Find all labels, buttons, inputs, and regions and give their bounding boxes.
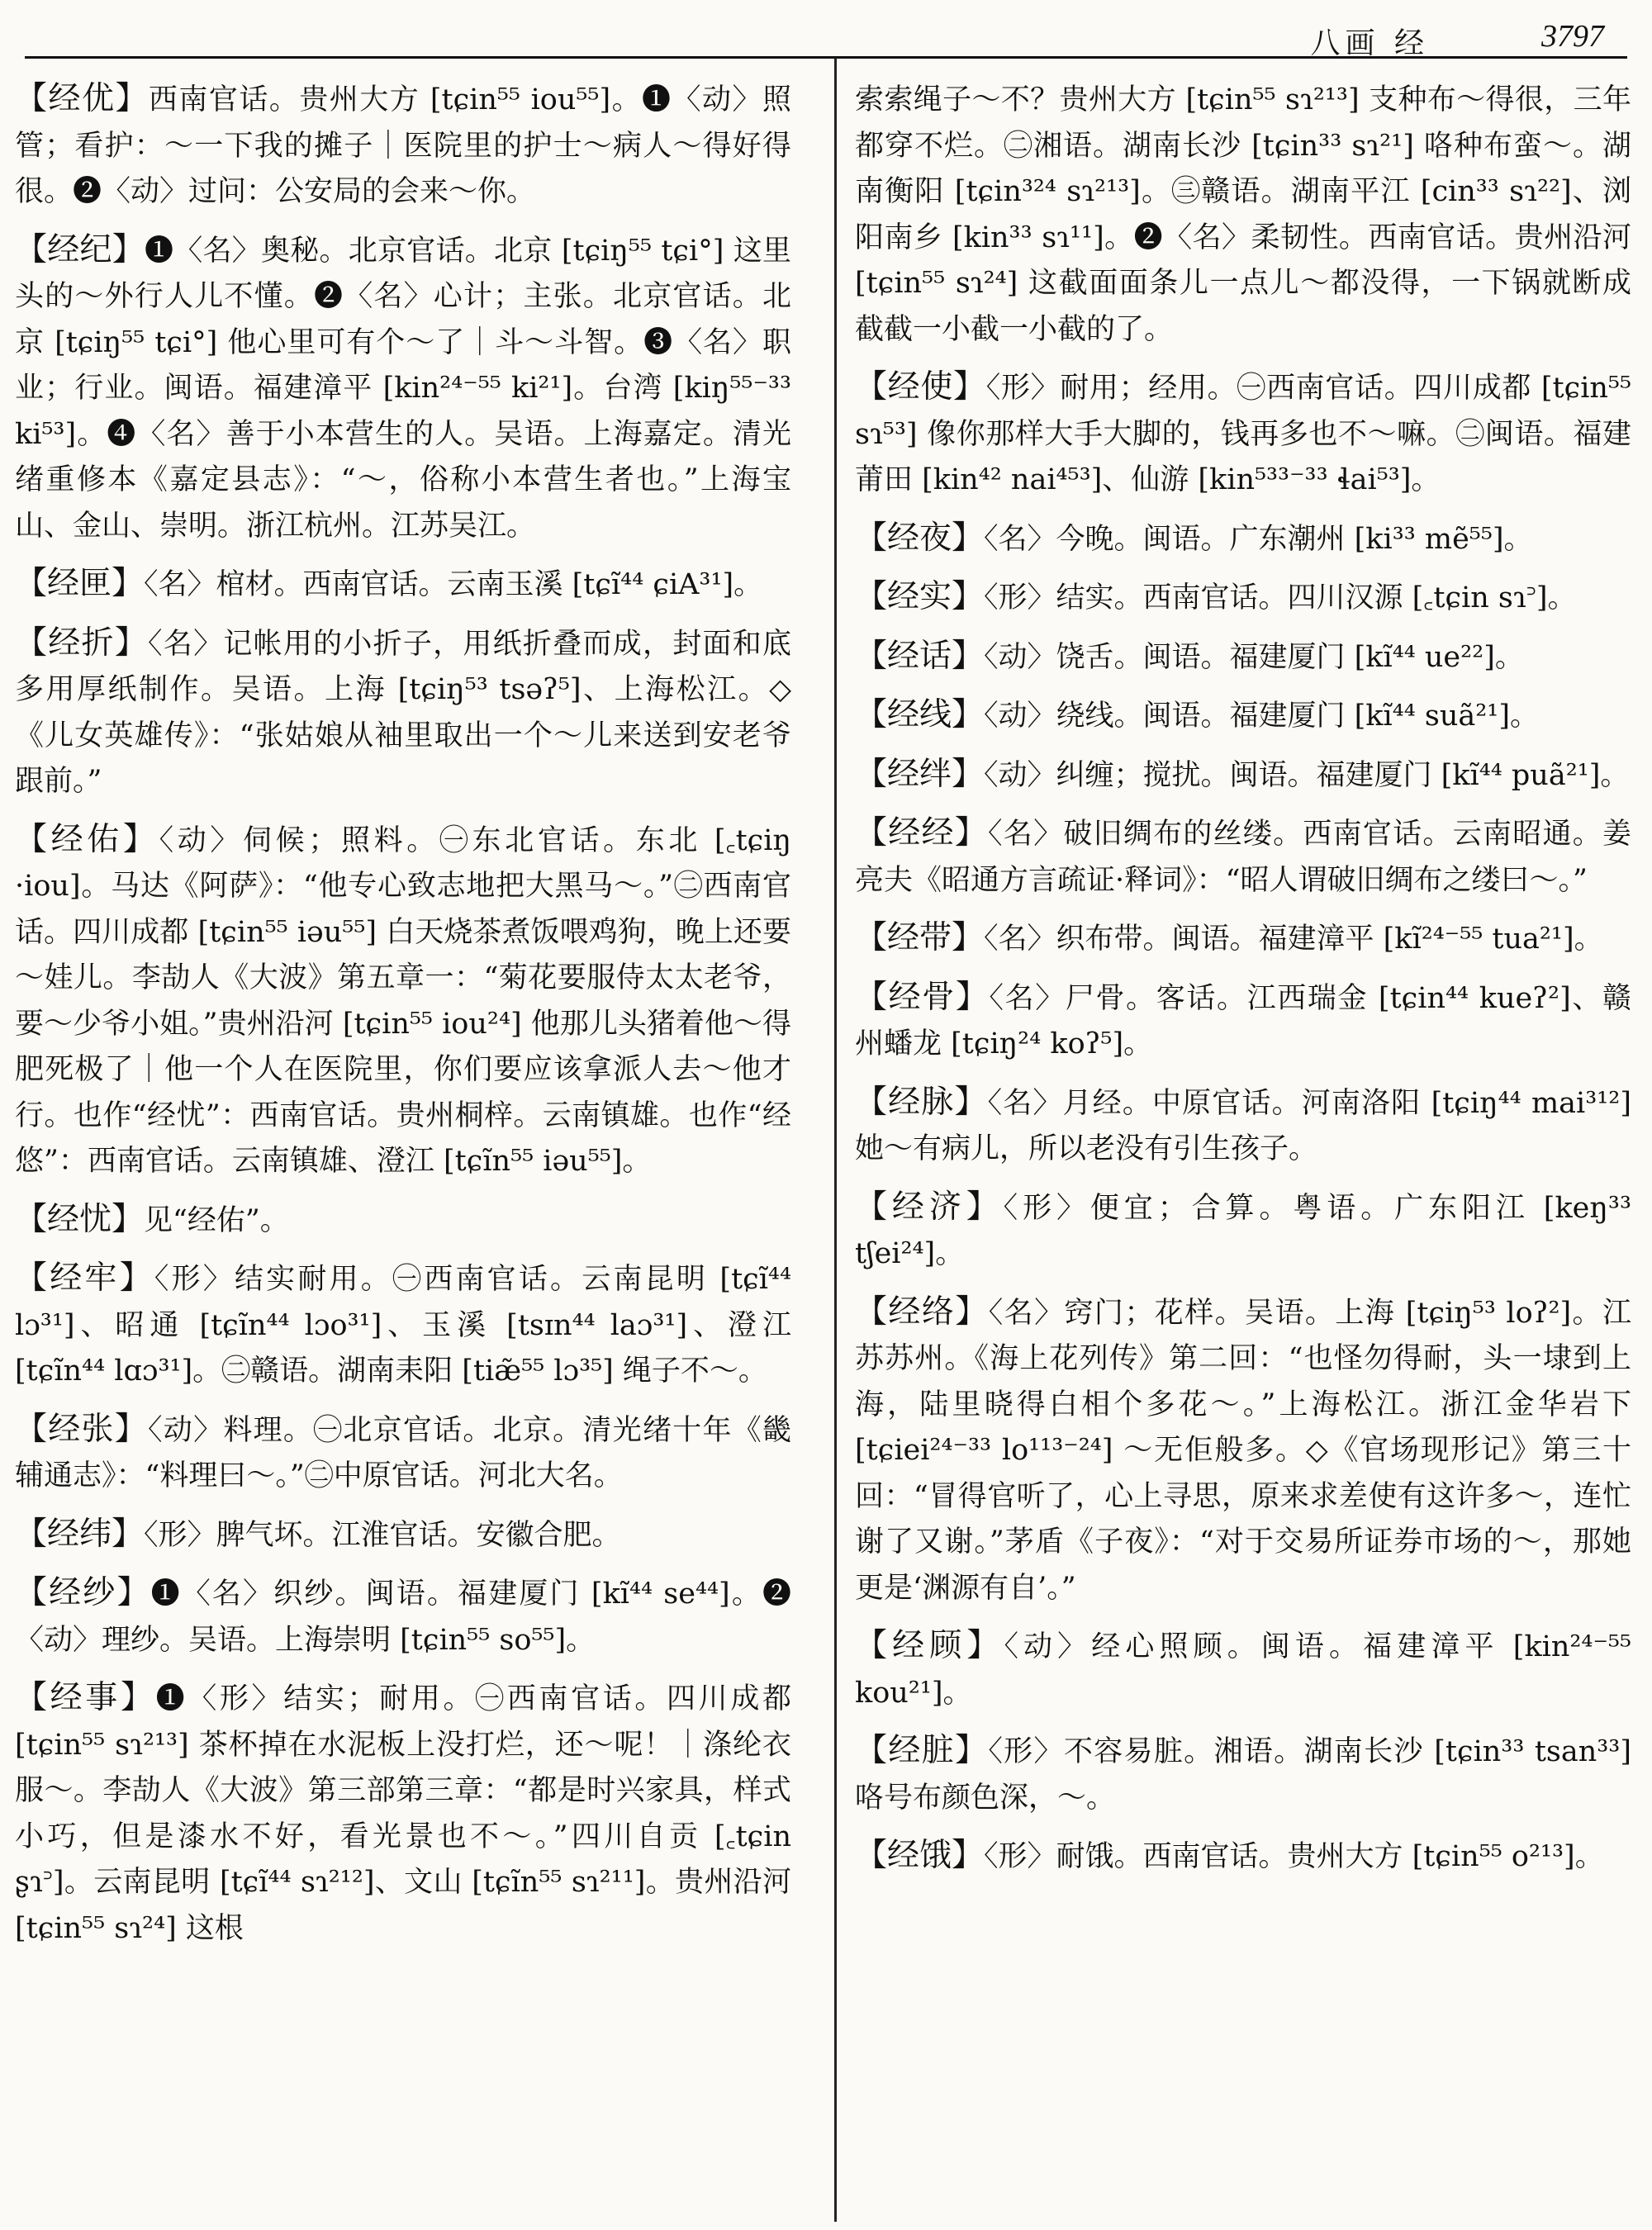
- headword: 【经络】: [855, 1293, 989, 1331]
- definition: 〈形〉脾气坏。江淮官话。安徽合肥。: [144, 1518, 621, 1552]
- entry: [15, 817, 791, 1185]
- headword: 【经张】: [15, 1410, 149, 1448]
- entry: [855, 975, 1631, 1068]
- entry: [855, 1833, 1631, 1881]
- headword: 【经事】: [15, 1679, 156, 1716]
- headword: 【经折】: [15, 624, 149, 662]
- entry: [15, 76, 791, 216]
- entry: [855, 1289, 1631, 1612]
- headword: 【经顾】: [855, 1627, 1004, 1664]
- definition: 索索绳子～不？贵州大方 [tɕin⁵⁵ sɿ²¹³] 支种布～得很，三年都穿不烂。㊁湘语。湖南长沙 [tɕin³³ sɿ²¹] 咯种布蛮～。湖南衡阳 [tɕin³²⁴ sɿ²¹³]。㊂赣语。湖南平江 [cin³³ sɿ²²]、浏阳南乡 [kin³³ sɿ¹¹]。❷〈名〉柔韧性。西南官话。贵州沿河 [tɕin⁵⁵ sɿ²⁴] 这截面面条儿一点儿～都没得，一下锅就断成截截一小截一小截的了。: [855, 83, 1631, 346]
- entry: [855, 364, 1631, 504]
- entry: [855, 1079, 1631, 1173]
- entry: [855, 752, 1631, 799]
- definition: 西南官话。贵州大方 [tɕin⁵⁵ iou⁵⁵]。❶〈动〉照管；看护：～一下我的摊子｜医院里的护士～病人～得好得很。❷〈动〉过问：公安局的会来～你。: [15, 83, 791, 208]
- page-number: 3797: [1541, 19, 1604, 54]
- headword: 【经纪】: [15, 230, 145, 268]
- headword: 【经脉】: [855, 1083, 988, 1121]
- headword: 【经匣】: [15, 565, 145, 602]
- left-column: [15, 76, 791, 1963]
- entry: [855, 692, 1631, 740]
- headword: 【经牢】: [15, 1260, 154, 1297]
- headword: 【经绊】: [855, 755, 985, 793]
- column-divider: [834, 58, 837, 2222]
- page-header: [33, 8, 1619, 58]
- section-label: 八画 经: [1310, 26, 1429, 60]
- definition: 〈动〉料理。㊀北京官话。北京。清光绪十年《畿辅通志》：“料理曰～。”㊁中原官话。河北大名。: [15, 1413, 791, 1492]
- headword: 【经脏】: [855, 1732, 989, 1769]
- definition: 〈形〉耐饿。西南官话。贵州大方 [tɕin⁵⁵ o²¹³]。: [984, 1840, 1604, 1873]
- entry: [855, 515, 1631, 563]
- entry: [15, 227, 791, 550]
- headword: 【经线】: [855, 696, 985, 733]
- headword: 【经济】: [855, 1188, 1004, 1226]
- definition: 〈名〉尸骨。客话。江西瑞金 [tɕin⁴⁴ kueʔ²]、赣州蟠龙 [tɕiŋ²⁴ koʔ⁵]。: [855, 981, 1631, 1060]
- entry: [15, 620, 791, 805]
- definition: 〈动〉绕线。闽语。福建厦门 [kĩ⁴⁴ suã²¹]。: [984, 700, 1539, 733]
- definition: 〈名〉今晚。闽语。广东潮州 [ki³³ mẽ⁵⁵]。: [984, 522, 1533, 556]
- entry: [855, 1184, 1631, 1278]
- entry: [15, 1197, 791, 1245]
- headword: 【经忧】: [15, 1200, 145, 1238]
- headword: 【经话】: [855, 637, 985, 675]
- definition: 〈名〉棺材。西南官话。云南玉溪 [tɕĩ⁴⁴ ɕiA³¹]。: [144, 568, 763, 601]
- entry-continued: [855, 76, 1631, 353]
- definition: 见“经佑”。: [144, 1203, 289, 1237]
- entry: [855, 915, 1631, 963]
- definition: 〈动〉饶舌。闽语。福建厦门 [kĩ⁴⁴ ue²²]。: [984, 640, 1524, 674]
- definition: 〈动〉伺候；照料。㊀东北官话。东北 [꜀tɕiŋ ·iou]。马达《阿萨》：“他专心致志地把大黑马～。”㊁西南官话。四川成都 [tɕin⁵⁵ iəu⁵⁵] 白天烧茶煮饭喂鸡狗，晚上还要～娃儿。李劼人《大波》第五章一：“菊花要服侍太太老爷，要～少爷小姐。”贵州沿河 [tɕin⁵⁵ iou²⁴] 他那儿头猪着他～得肥死极了｜他一个人在医院里，你们要应该拿派人去～他才行。也作“经忧”：西南官话。贵州桐梓。云南镇雄。也作“经悠”：西南官话。云南镇雄、澄江 [tɕĩn⁵⁵ iəu⁵⁵]。: [15, 823, 791, 1178]
- definition: 〈名〉破旧绸布的丝缕。西南官话。云南昭通。姜亮夫《昭通方言疏证·释词》：“昭人谓破旧绸布之缕曰～。”: [855, 818, 1631, 897]
- definition: 〈形〉结实耐用。㊀西南官话。云南昆明 [tɕĩ⁴⁴ lɔ³¹]、昭通 [tɕĩn⁴⁴ lɔo³¹]、玉溪 [tsɪn⁴⁴ laɔ³¹]、澄江 [tɕĩn⁴⁴ lɑɔ³¹]。㊁赣语。湖南耒阳 [tiæ̃⁵⁵ lɔ³⁵] 绳子不～。: [15, 1263, 791, 1388]
- definition: 〈名〉记帐用的小折子，用纸折叠而成，封面和底多用厚纸制作。吴语。上海 [tɕiŋ⁵³ tsəʔ⁵]、上海松江。◇《儿女英雄传》：“张姑娘从袖里取出一个～儿来送到安老爷跟前。”: [15, 627, 791, 798]
- headword: 【经纱】: [15, 1574, 151, 1611]
- definition: 〈名〉织布带。闽语。福建漳平 [kĩ²⁴⁻⁵⁵ tua²¹]。: [984, 923, 1603, 956]
- entry: [855, 574, 1631, 622]
- entry: [15, 1675, 791, 1952]
- headword: 【经纬】: [15, 1515, 145, 1553]
- headword: 【经带】: [855, 919, 985, 956]
- definition: 〈名〉月经。中原官话。河南洛阳 [tɕiŋ⁴⁴ mai³¹²] 她～有病儿，所以老没有引生孩子。: [855, 1086, 1631, 1165]
- entry: [15, 1255, 791, 1395]
- headword: 【经佑】: [15, 820, 159, 858]
- headword: 【经实】: [855, 578, 985, 615]
- entry: [15, 1570, 791, 1663]
- definition: 〈动〉纠缠；搅扰。闽语。福建厦门 [kĩ⁴⁴ puã²¹]。: [984, 758, 1630, 792]
- definition: ❶〈名〉织纱。闽语。福建厦门 [kĩ⁴⁴ se⁴⁴]。❷〈动〉理纱。吴语。上海崇明 [tɕin⁵⁵ so⁵⁵]。: [15, 1578, 791, 1657]
- definition: ❶〈形〉结实；耐用。㊀西南官话。四川成都 [tɕin⁵⁵ sɿ²¹³] 茶杯掉在水泥板上没打烂，还～呢！｜涤纶衣服～。李劼人《大波》第三部第三章：“都是时兴家具，样式小巧，但是漆水不好，看光景也不～。”四川自贡 [꜀tɕin ʂɿ꜄]。云南昆明 [tɕĩ⁴⁴ sɿ²¹²]、文山 [tɕĩn⁵⁵ sɿ²¹¹]。贵州沿河 [tɕin⁵⁵ sɿ²⁴] 这根: [15, 1682, 791, 1945]
- definition: 〈形〉不容易脏。湘语。湖南长沙 [tɕin³³ tsan³³] 咯号布颜色深，～。: [855, 1735, 1631, 1815]
- headword: 【经夜】: [855, 519, 985, 557]
- headword: 【经骨】: [855, 978, 990, 1016]
- headword: 【经使】: [855, 368, 986, 406]
- definition: 〈形〉结实。西南官话。四川汉源 [꜀tɕin sɿ꜄]。: [984, 581, 1577, 614]
- entry: [855, 1623, 1631, 1716]
- headword: 【经饿】: [855, 1837, 985, 1874]
- entry: [855, 810, 1631, 904]
- definition: 〈形〉耐用；经用。㊀西南官话。四川成都 [tɕin⁵⁵ sɿ⁵³] 像你那样大手大脚的，钱再多也不～嘛。㊁闽语。福建莆田 [kin⁴² nai⁴⁵³]、仙游 [kin⁵³³⁻³³ ɬai⁵³]。: [855, 372, 1631, 496]
- header-rule: [25, 56, 1627, 59]
- definition: ❶〈名〉奥秘。北京官话。北京 [tɕiŋ⁵⁵ tɕi°] 这里头的～外行人儿不懂。❷〈名〉心计；主张。北京官话。北京 [tɕiŋ⁵⁵ tɕi°] 他心里可有个～了｜斗～斗智。❸〈名〉职业；行业。闽语。福建漳平 [kin²⁴⁻⁵⁵ ki²¹]。台湾 [kiŋ⁵⁵⁻³³ ki⁵³]。❹〈名〉善于小本营生的人。吴语。上海嘉定。清光绪重修本《嘉定县志》：“～，俗称小本营生者也。”上海宝山、金山、崇明。浙江杭州。江苏吴江。: [15, 234, 791, 543]
- entry: [15, 561, 791, 609]
- entry: [15, 1511, 791, 1559]
- definition: 〈形〉便宜；合算。粤语。广东阳江 [keŋ³³ tʃei²⁴]。: [855, 1191, 1631, 1270]
- headword: 【经优】: [15, 80, 149, 117]
- entry: [15, 1407, 791, 1500]
- right-column: [855, 76, 1631, 1892]
- headword: 【经经】: [855, 814, 989, 852]
- definition: 〈名〉窍门；花样。吴语。上海 [tɕiŋ⁵³ loʔ²]。江苏苏州。《海上花列传》第二回：“也怪勿得耐，头一埭到上海，陆里晓得白相个多花～。”上海松江。浙江金华岩下 [tɕiei²⁴⁻³³ lo¹¹³⁻²⁴] ～无佢般多。◇《官场现形记》第三十回：“冒得官听了，心上寻思，原来求差使有这许多～，连忙谢了又谢。”茅盾《子夜》：“对于交易所证券市场的～，那她更是‘渊源有自’。”: [855, 1296, 1631, 1605]
- entry: [855, 1728, 1631, 1821]
- entry: [855, 633, 1631, 681]
- definition: 〈动〉经心照顾。闽语。福建漳平 [kin²⁴⁻⁵⁵ kou²¹]。: [855, 1630, 1631, 1710]
